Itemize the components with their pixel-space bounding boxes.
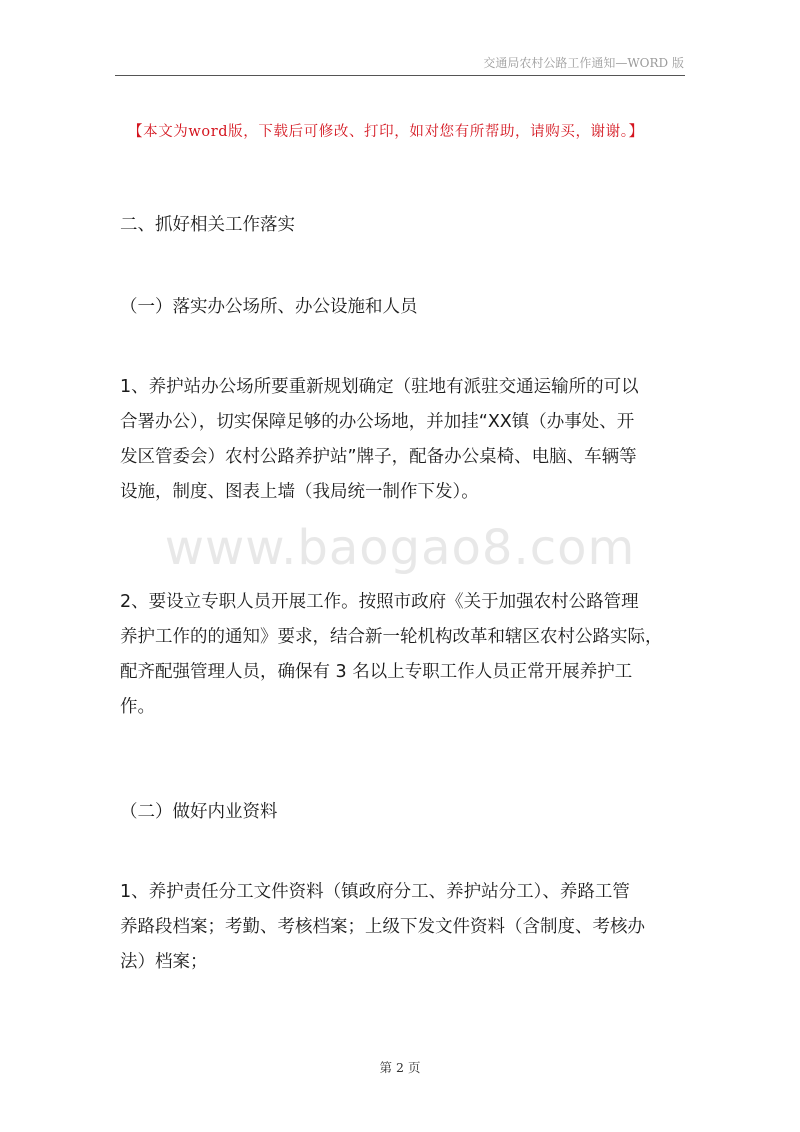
paragraph-line: 法）档案；: [120, 952, 208, 972]
paragraph-line: 养护工作的的通知》要求，结合新一轮机构改革和辖区农村公路实际，: [120, 627, 663, 647]
paragraph-line: 2、要设立专职人员开展工作。按照市政府《关于加强农村公路管理: [120, 592, 639, 612]
document-header-title: 交通局农村公路工作通知—WORD 版: [483, 56, 684, 70]
paragraph-line: 作。: [120, 697, 155, 717]
subsection-heading-records: （二）做好内业资料: [120, 802, 278, 822]
paragraph-item-3: [120, 875, 685, 980]
paragraph-line: 1、养护责任分工文件资料（镇政府分工、养护站分工）、养路工管: [120, 882, 630, 902]
watermark: www.baogao8.com: [164, 520, 636, 576]
paragraph-line: 养路段档案；考勤、考核档案；上级下发文件资料（含制度、考核办: [120, 917, 645, 937]
header-divider: [115, 75, 685, 76]
purchase-notice: 【本文为word版，下载后可修改、打印，如对您有所帮助，请购买，谢谢。】: [128, 124, 644, 140]
paragraph-line: 设施，制度、图表上墙（我局统一制作下发）。: [120, 482, 479, 502]
paragraph-line: 发区管委会）农村公路养护站”牌子，配备办公桌椅、电脑、车辆等: [120, 447, 637, 467]
paragraph-line: 1、养护站办公场所要重新规划确定（驻地有派驻交通运输所的可以: [120, 377, 639, 397]
paragraph-line: 配齐配强管理人员，确保有 3 名以上专职工作人员正常开展养护工: [120, 662, 633, 682]
paragraph-line: 合署办公），切实保障足够的办公场地，并加挂“XX镇（办事处、开: [120, 412, 635, 432]
paragraph-item-1: [120, 370, 685, 510]
subsection-heading-office: （一）落实办公场所、办公设施和人员: [120, 297, 418, 317]
section-heading: 二、抓好相关工作落实: [120, 215, 295, 235]
paragraph-item-2: [120, 585, 685, 725]
page-number: 第 2 页: [379, 1060, 421, 1075]
